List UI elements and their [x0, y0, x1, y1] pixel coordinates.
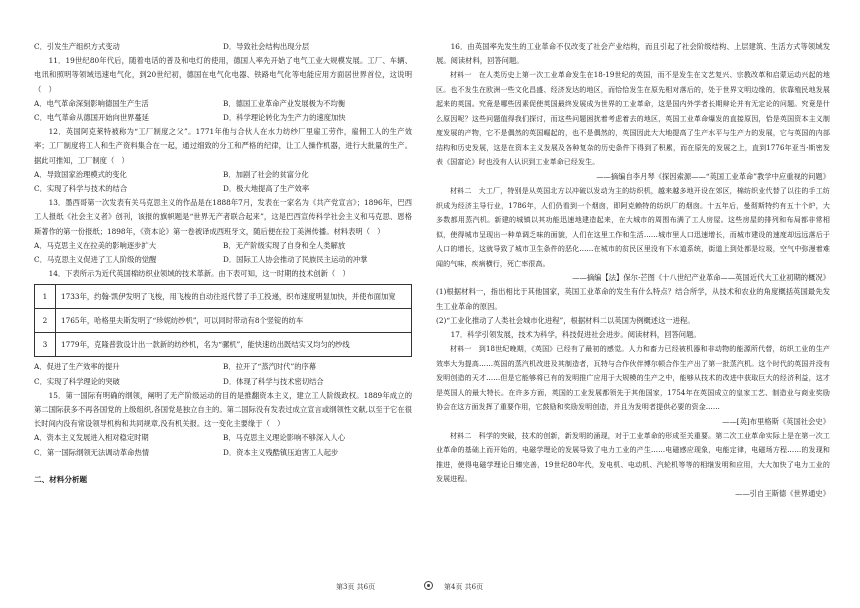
material-two: 材料二 大工厂，特别是从英国北方以冲破以发动为主的纺织机，越来越多地开设在郊区，棉纺织业代替了以往的手工纺织成为经济主导行业，1786年，人们仍看到一个烟囱，即阿克赖特的纺织厂的烟囱。十五年后，曼彻斯特约有五十个炉，大多数都用蒸汽机。新建的城镇以其功能迅速地建造起来，在大城市的周围布满了工人房屋。这些房屋的排列和布局都非常相似，使得城市呈现出一种单调乏味的面貌，人们在这里工作和生活……城市里人口迅速增长，而城市建设的速度却远远落后于人口的增长，这就导致了城市卫生条件的恶化……在城市的贫民区里没有下水道系统，街道上到处都是垃圾，空气中弥漫着难闻的气味，疾病横行，死亡率很高。 — [436, 187, 830, 268]
page-number-left: 第3页 共6页 — [336, 583, 376, 591]
option: B．无产阶级实现了自身和全人类解放 — [223, 240, 346, 250]
question-16-stem: 16．由英国率先发生的工业革命不仅改变了社会产业结构，而且引起了社会阶级结构、上层建筑、生活方式等领域发展。阅读材料，回答问题。 — [436, 42, 830, 66]
material-two: 材料二 科学的突破，技术的创新，新发明的涌现，对于工业革命的形成至关重要。第二次工业革命实际上是在第一次工业革命的基础上而开始的，电磁学理论的发展导致了电力工业的产生……电磁感应现象，电能定律，电磁场方程……的发现和推进，使得电磁学理论日臻完善，19世纪80年代，发电机、电动机、汽轮机等等的相继发明和应用，大大加快了电力工业的发展进程。 — [436, 431, 830, 484]
row-text: 1733年，约翰·凯伊发明了飞梭，用飞梭的自动往返代替了手工投递，织布速度明显加快，并使布面加宽 — [56, 285, 412, 309]
option: D．国际工人协会推动了民族民主运动的冲掌 — [223, 255, 368, 265]
option: D．资本主义残酷镇压迫害工人起步 — [223, 447, 339, 457]
option: C．马克思主义促进了工人阶级的觉醒 — [34, 255, 157, 265]
q10-options-cd — [34, 40, 412, 54]
option: D．导致社会结构出现分层 — [223, 42, 310, 51]
question-13: 13．墨西哥第一次发表有关马克思主义的作品是在1888年7月，发表在一家名为《共产党宣言》；1896年，巴西工人报纸《社会主义者》创刊，该报的旗帜题是“世界无产者联合起来”，这是巴西宣传科学社会主义和马克思、恩格斯著作的第一份报纸；1898年，《资本论》第一卷被译成西班牙文，随后便在拉丁美洲传播。材料表明（ ） — [34, 198, 412, 236]
table-row — [35, 285, 412, 309]
q12-options-ab — [34, 168, 412, 182]
option: A．资本主义发展进入相对稳定时期 — [34, 433, 149, 443]
option: D．体现了科学与技术密切结合 — [223, 376, 324, 386]
q15-options-cd — [34, 446, 412, 460]
invention-table — [34, 284, 412, 357]
option: C．实现了科学理论的突破 — [34, 376, 120, 386]
question-11: 11．19世纪80年代后，随着电话的普及和电灯的使用，德国人率先开始了电气工业大规模发展。工厂、车辆、电讯和照明等领域迅速电气化，到20世纪初，德国在电气化电器、铁路电气化等电能应用方面居世界首位，这说明（ ） — [34, 56, 412, 94]
option: B．马克思主义理论影响不够深入人心 — [223, 433, 346, 443]
q14-options-ab — [34, 360, 412, 374]
q12-options-cd — [34, 182, 412, 196]
material-one: 材料一 到18世纪晚期，《英国》已经有了最初的感觉。人力和畜力已经被机器和非动物的能源所代替，纺织工业的生产效率大为提高……英国的蒸汽机改进及其制造者，瓦特与合作伙伴博尔顿合作生产出了第一批蒸汽机。这个时代的英国并没有发明创造的天才……但是它能够将已有的发明推广应用于大规模的生产之中，能够从技术的改进中获取巨大的经济利益，这才是英国人的最大特长。在许多方面，英国的工业发展都领先于其他国家，1754年在英国成立的皇家工艺、制造业与商业奖励协会在这方面发挥了重要作用，它鼓励和奖励发明创造，并且为发明者提供必要的资金…… — [436, 345, 830, 412]
question-17-stem: 17．科学引领发展，技术为科学，科技促进社会进步。阅读材料，回答问题。 — [450, 329, 701, 339]
option: A．促进了生产效率的提升 — [34, 362, 120, 372]
q11-options-ab — [34, 97, 412, 111]
section-heading: 二、材料分析题 — [34, 474, 88, 484]
option: B．加剧了社会的贫富分化 — [223, 169, 309, 179]
q13-options-cd — [34, 253, 412, 267]
material-source: ——[英]布里格斯《英国社会史》 — [722, 416, 830, 426]
sub-question-2: (2)“工业化推动了人类社会城市化进程”，根据材料二以英国为例概述这一进程。 — [436, 315, 695, 325]
option: C．第一国际纲领无法调动革命热情 — [34, 447, 150, 457]
option: D．极大地提高了生产效率 — [223, 184, 310, 194]
right-page-column — [436, 40, 830, 501]
row-number: 1 — [35, 285, 56, 309]
option: C．电气革命从德国开始向世界蔓延 — [34, 113, 150, 123]
row-number: 3 — [35, 333, 56, 357]
q14-options-cd — [34, 375, 412, 389]
material-source: ——摘编自李月琴《探因索源——“英国工业革命”教学中应重视的问题》 — [596, 171, 830, 181]
option: A．马克思主义在拉美的影响逐步扩大 — [34, 240, 157, 250]
option: A．导致国家治理模式的变化 — [34, 169, 127, 179]
material-source: ——引自王斯德《世界通史》 — [735, 488, 830, 498]
question-15: 15．第一国际有明确的纲领，阐明了无产阶级运动的目的是推翻资本主义，建立工人阶级政权。1889年成立的第二国际获多不再各国党的上级组织,各国党是独立自主的。第二国际没有发表过成立宣言或纲领性文献,以至于它在很长时间内没有常设领导机构和共同规章,没有机关报。这一变化主要缘于（ ） — [34, 390, 412, 429]
option: C．实现了科学与技术的结合 — [34, 184, 128, 194]
option: C．引发生产组织方式变动 — [34, 42, 120, 51]
row-text: 1779年，克隆普敦设计出一款新的纺纱机，名为“骡机”，能快速纺出既结实又均匀的纱线 — [56, 333, 412, 357]
q11-options-cd — [34, 111, 412, 125]
table-row — [35, 309, 412, 333]
option: B．德国工业革命产业发展极为不均衡 — [223, 98, 346, 108]
option: B．拉开了“蒸汽时代”的序幕 — [223, 362, 317, 372]
question-14: 14．下表所示为近代英国棉纺织业领域的技术革新。由下表可知，这一时期的技术创新（ ） — [48, 269, 350, 279]
option: A．电气革命深刻影响德国生产生活 — [34, 98, 149, 108]
row-number: 2 — [35, 309, 56, 333]
material-source: ——摘编【法】保尔·芒图《十八世纪产业革命——英国近代大工业初期的概况》 — [572, 273, 830, 283]
left-page-column — [34, 40, 412, 487]
page-number-right: 第4页 共6页 — [444, 583, 484, 591]
sub-question-1: (1)根据材料一，指出相比于其他国家，英国工业革命的发生有什么特点？结合所学，从技术和农业的角度概括英国最先发生工业革命的原因。 — [436, 287, 830, 311]
option: D．科学理论转化为生产力的速度加快 — [223, 113, 346, 123]
q13-options-ab — [34, 239, 412, 253]
table-row — [35, 333, 412, 357]
question-12: 12．英国阿克莱特被称为“工厂制度之父”。1771年他与合伙人在水力纺纱厂里雇工劳作，雇佣工人的生产效率；工厂制度将工人和生产资料集合在一起，通过细致的分工和严格的纪律，让工人操作机器，进行大批量的生产。据此可推知，工厂制度（ ） — [34, 127, 412, 165]
row-text: 1765年，哈格里夫斯发明了“珍妮纺纱机”，可以同时带动有8个竖锭的纺车 — [56, 309, 412, 333]
q15-options-ab — [34, 431, 412, 445]
material-one: 材料一 在人类历史上第一次工业革命发生在18-19世纪的英国，而不是发生在文艺复兴、宗教改革和启蒙运动兴起的地区。也不发生在欧洲一些文化昌盛、经济发达的地区，而恰恰发生在原先相对落后的，处于世界文明边缘的，依靠殖民地发展起来的英国。究竟是哪些因素促使英国最终发展成为世界的工业革命，这是国内外学者长期辩论并有无定论的问题。究竟是什么原因呢？这些问题值得我们探讨，而这些问题困扰着考虑着去的地区，英国工业革命爆发的直接原因，恰是英国资本主义制度发展的产物，它不是偶然的英国崛起的，也不是偶然的，英国因此大大地提高了生产水平与生产力的发展，它与英国的内部结构和历史发展，这是在资本主义发展及各种复杂的历史条件下得到了积累，而在原先的发展之上，直到1776年亚当·斯密发表《国富论》时也没有人认识到工业革命已经发生。 — [436, 71, 830, 167]
binding-hole-icon — [424, 581, 433, 590]
